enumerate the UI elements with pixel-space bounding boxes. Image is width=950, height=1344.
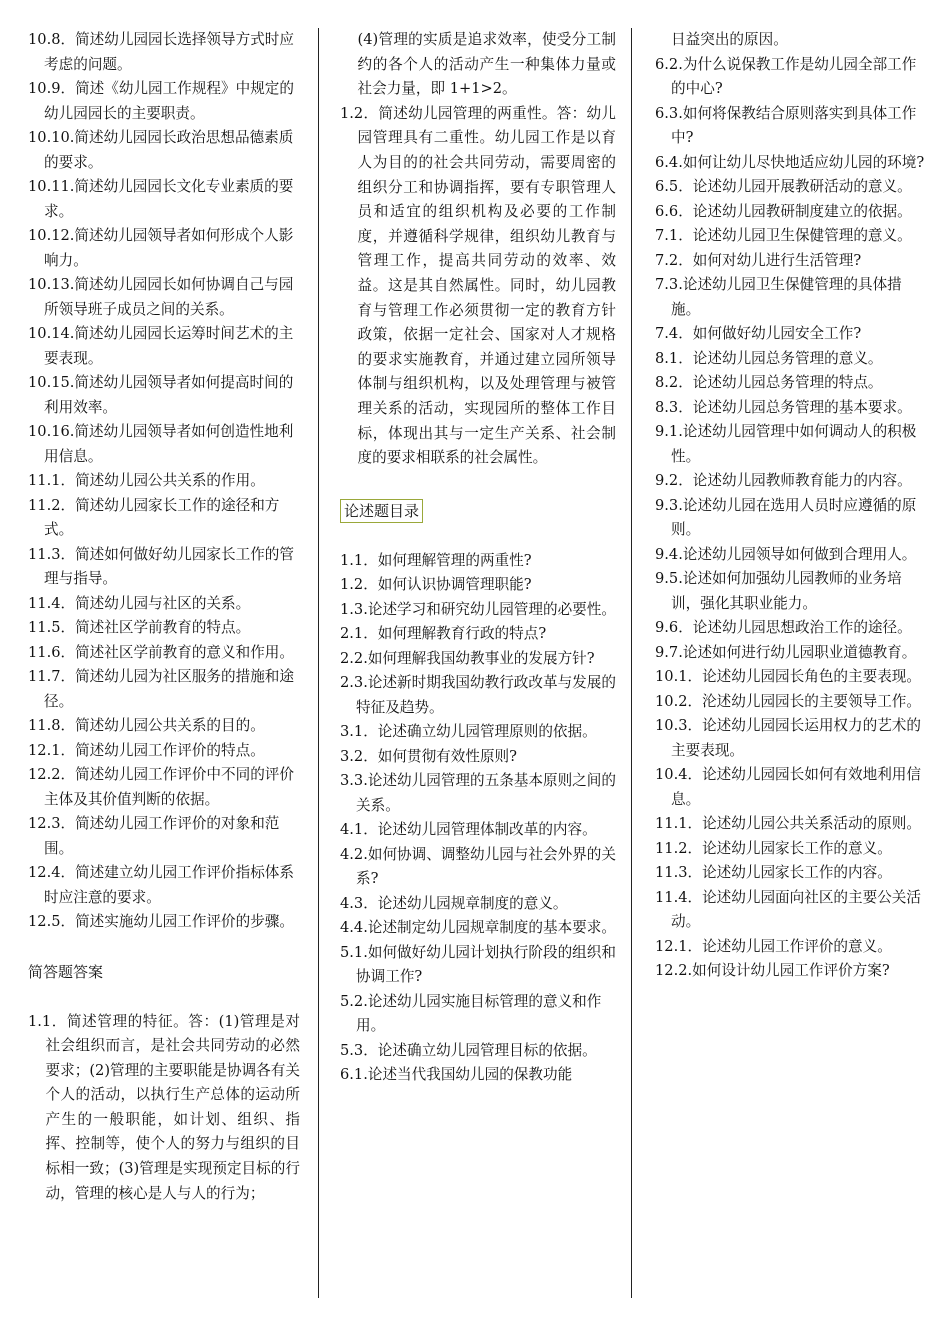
list-item: 1.2．如何认识协调管理职能? xyxy=(340,576,532,594)
list-item: 10.9．简述《幼儿园工作规程》中规定的幼儿园园长的主要职责。 xyxy=(28,80,294,122)
list-item: 11.2．论述幼儿园家长工作的意义。 xyxy=(655,839,892,857)
list-item: 8.3．论述幼儿园总务管理的基本要求。 xyxy=(655,398,912,416)
list-item: 9.6．论述幼儿园思想政治工作的途径。 xyxy=(655,619,912,636)
column-3 xyxy=(655,28,927,984)
essay-toc-heading: 论述题目录 xyxy=(340,499,423,523)
list-item: 11.6．简述社区学前教育的意义和作用。 xyxy=(28,643,294,661)
column-2 xyxy=(340,28,616,1088)
list-item: 10.3．论述幼儿园园长运用权力的艺术的主要表现。 xyxy=(655,717,921,759)
list-item: 6.2.为什么说保教工作是幼儿园全部工作的中心? xyxy=(655,55,917,97)
short-question-list-continued xyxy=(28,28,300,935)
list-item: 9.1.论述幼儿园管理中如何调动人的积极性。 xyxy=(655,423,917,465)
list-item: 12.2．简述幼儿园工作评价中不同的评价主体及其价值判断的依据。 xyxy=(28,766,294,808)
list-item: 11.7．简述幼儿园为社区服务的措施和途径。 xyxy=(28,668,294,710)
list-item: 4.3．论述幼儿园规章制度的意义。 xyxy=(340,894,568,912)
list-item: 11.4．简述幼儿园与社区的关系。 xyxy=(28,594,251,612)
list-item: 11.4．论述幼儿园面向社区的主要公关活动。 xyxy=(655,888,921,930)
list-item: 2.2.如何理解我国幼教事业的发展方针? xyxy=(340,649,595,667)
list-item: 3.3.论述幼儿园管理的五条基本原则之间的关系。 xyxy=(340,772,616,814)
list-item: 1.1．如何理解管理的两重性? xyxy=(340,551,532,569)
list-item: 12.5．简述实施幼儿园工作评价的步骤。 xyxy=(28,913,294,930)
list-item: 11.1．简述幼儿园公共关系的作用。 xyxy=(28,472,265,489)
list-item: 10.4．论述幼儿园园长如何有效地利用信息。 xyxy=(655,766,921,808)
list-item: 9.3.论述幼儿园在选用人员时应遵循的原则。 xyxy=(655,496,917,538)
list-item: 6.1.论述当代我国幼儿园的保教功能 xyxy=(340,1066,573,1084)
list-item: 12.2.如何设计幼儿园工作评价方案? xyxy=(655,962,890,979)
list-item: 4.4.论述制定幼儿园规章制度的基本要求。 xyxy=(340,919,616,937)
list-item: 10.16.简述幼儿园领导者如何创造性地利用信息。 xyxy=(28,423,294,465)
list-item: 12.1．简述幼儿园工作评价的特点。 xyxy=(28,741,265,759)
list-item: 10.14.简述幼儿园园长运筹时间艺术的主要表现。 xyxy=(28,325,294,367)
essay-question-list-continued xyxy=(655,28,927,984)
list-item: 10.8．简述幼儿园园长选择领导方式时应考虑的问题。 xyxy=(28,31,294,73)
list-item: 7.1．论述幼儿园卫生保健管理的意义。 xyxy=(655,227,912,244)
list-item: 3.2．如何贯彻有效性原则? xyxy=(340,747,517,765)
list-item: 11.5．简述社区学前教育的特点。 xyxy=(28,619,251,636)
list-item: 11.2．简述幼儿园家长工作的途径和方式。 xyxy=(28,496,280,538)
list-item: 2.3.论述新时期我国幼教行政改革与发展的特征及趋势。 xyxy=(340,674,616,716)
list-item: 12.3．简述幼儿园工作评价的对象和范围。 xyxy=(28,815,280,857)
list-item: 10.10.简述幼儿园园长政治思想品德素质的要求。 xyxy=(28,129,294,171)
column-divider-left xyxy=(318,28,319,1298)
column-1 xyxy=(28,28,300,1206)
list-item: 10.11.简述幼儿园园长文化专业素质的要求。 xyxy=(28,178,294,220)
answer-1-1: 1.1．简述管理的特征。答：(1)管理是对社会组织而言，是社会共同劳动的必然要求；(2)管理的主要职能是协调各有关个人的活动，以执行生产总体的运动所产生的一般职能，如计划、组织、指挥、控制等，使个人的努力与组织的目标相一致；(3)管理是实现预定目标的行动，管理的核心是人与人的行为； xyxy=(28,1012,300,1202)
list-item: 9.5.论述如何加强幼儿园教师的业务培训，强化其职业能力。 xyxy=(655,570,902,612)
answer-1-1-continued: (4)管理的实质是追求效率，使受分工制约的各个人的活动产生一种集体力量或社会力量，即 1+1>2。 xyxy=(357,31,616,98)
list-item: 5.1.如何做好幼儿园计划执行阶段的组织和协调工作? xyxy=(340,943,616,986)
list-item: 10.2．沦述幼儿园园长的主要领导工作。 xyxy=(655,692,921,710)
short-answer-heading: 简答题答案 xyxy=(28,962,104,981)
column-divider-right xyxy=(631,28,632,1298)
list-item: 10.15.简述幼儿园领导者如何提高时间的利用效率。 xyxy=(28,374,294,416)
list-item: 7.2．如何对幼儿进行生活管理? xyxy=(655,251,862,269)
list-item: 9.4.论述幼儿园领导如何做到合理用人。 xyxy=(655,545,917,563)
list-item: 6.5．论述幼儿园开展教研活动的意义。 xyxy=(655,178,912,195)
list-item: 11.3．简述如何做好幼儿园家长工作的管理与指导。 xyxy=(28,545,294,587)
list-item: 9.7.论述如何进行幼儿园职业道德教育。 xyxy=(655,643,917,661)
list-item: 日益突出的原因。 xyxy=(671,31,788,48)
list-item: 6.6．论述幼儿园教研制度建立的依据。 xyxy=(655,202,912,220)
essay-question-list xyxy=(340,549,616,1088)
list-item: 4.2.如何协调、调整幼儿园与社会外界的关系? xyxy=(340,845,616,888)
list-item: 10.12.简述幼儿园领导者如何形成个人影响力。 xyxy=(28,227,294,269)
list-item: 6.4.如何让幼儿尽快地适应幼儿园的环境? xyxy=(655,153,925,171)
list-item: 6.3.如何将保教结合原则落实到具体工作中? xyxy=(655,104,917,146)
list-item: 5.2.论述幼儿园实施目标管理的意义和作用。 xyxy=(340,992,602,1035)
list-item: 11.1．论述幼儿园公共关系活动的原则。 xyxy=(655,815,921,832)
list-item: 1.3.论述学习和研究幼儿园管理的必要性。 xyxy=(340,600,616,618)
list-item: 11.8．简述幼儿园公共关系的目的。 xyxy=(28,717,265,734)
list-item: 9.2．论述幼儿园教师教育能力的内容。 xyxy=(655,472,912,489)
list-item: 3.1．论述确立幼儿园管理原则的依据。 xyxy=(340,723,597,741)
list-item: 12.4．简述建立幼儿园工作评价指标体系时应注意的要求。 xyxy=(28,864,294,906)
list-item: 11.3．论述幼儿园家长工作的内容。 xyxy=(655,864,892,881)
list-item: 8.2．论述幼儿园总务管理的特点。 xyxy=(655,374,883,391)
list-item: 7.3.论述幼儿园卫生保健管理的具体措施。 xyxy=(655,276,902,318)
answer-1-2: 1.2．简述幼儿园管理的两重性。答：幼儿园管理具有二重性。幼儿园工作是以育人为目的的社会共同劳动，需要周密的组织分工和协调指挥，要有专职管理人员和适宜的组织机构及必要的工作制度，并遵循科学规律，组织幼儿教育与管理工作，提高共同劳动的效率、效益。这是其自然属性。同时，幼儿园教育与管理工作必须贯彻一定的教育方针政策，依据一定社会、国家对人才规格的要求实施教育，并通过建立园所领导体制与组织机构，以及处理管理与被管理关系的活动，实现园所的整体工作目标，体现出其与一定生产关系、社会制度的要求相联系的社会属性。 xyxy=(340,104,616,467)
list-item: 10.1．论述幼儿园园长角色的主要表现。 xyxy=(655,668,921,685)
list-item: 4.1．论述幼儿园管理体制改革的内容。 xyxy=(340,821,597,839)
list-item: 8.1．论述幼儿园总务管理的意义。 xyxy=(655,349,883,367)
list-item: 12.1．论述幼儿园工作评价的意义。 xyxy=(655,937,892,955)
list-item: 7.4．如何做好幼儿园安全工作? xyxy=(655,325,862,342)
list-item: 5.3．论述确立幼儿园管理目标的依据。 xyxy=(340,1041,597,1059)
list-item: 10.13.简述幼儿园园长如何协调自己与园所领导班子成员之间的关系。 xyxy=(28,276,294,318)
list-item: 2.1．如何理解教育行政的特点? xyxy=(340,625,547,643)
